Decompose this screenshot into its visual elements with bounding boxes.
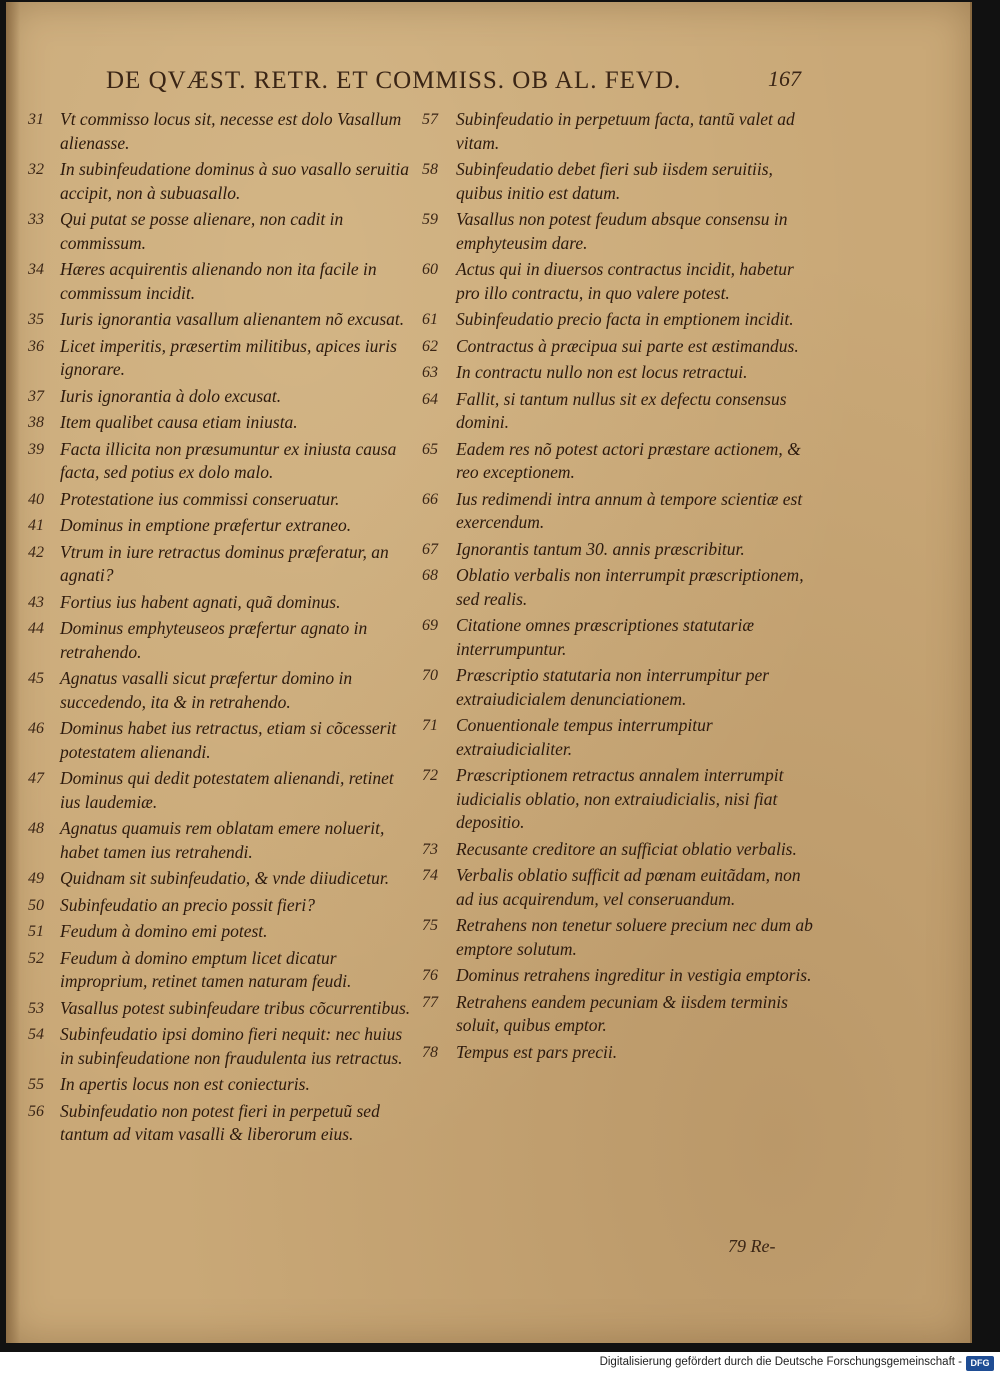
index-entry (28, 717, 416, 764)
entry-number: 78 (422, 1043, 438, 1061)
entry-number: 56 (28, 1102, 44, 1120)
entry-text: Ius redimendi intra annum à tempore scientiæ est exercendum. (456, 488, 803, 532)
dfg-logo: DFG (966, 1356, 994, 1371)
entry-text: Hæres acquirentis alienando non ita facile in commissum incidit. (60, 259, 377, 303)
entry-number: 69 (422, 617, 438, 634)
index-entry (28, 541, 416, 588)
index-entry (28, 591, 416, 615)
index-entry (28, 617, 416, 664)
entry-number: 52 (28, 949, 44, 967)
entry-number: 73 (422, 840, 438, 858)
entry-text: Subinfeudatio debet fieri sub iisdem seruitiis, quibus initio est datum. (456, 159, 773, 203)
index-entry (422, 158, 814, 205)
entry-number: 32 (28, 161, 44, 178)
entry-text: Feudum à domino emptum licet dicatur improprium, retinet tamen naturam feudi. (60, 947, 352, 991)
entry-number: 61 (422, 311, 438, 328)
index-entry (28, 411, 416, 435)
index-entry (28, 947, 416, 994)
index-entry (28, 308, 416, 332)
running-header: DE QVÆST. RETR. ET COMMISS. OB AL. FEVD. (106, 67, 682, 94)
index-entry (28, 1023, 416, 1070)
entry-number: 65 (422, 440, 438, 458)
index-entry (422, 764, 814, 835)
index-entry (422, 664, 814, 711)
index-entry (422, 564, 814, 611)
entry-text: Qui putat se posse alienare, non cadit in commissum. (60, 209, 344, 253)
entry-number: 75 (422, 917, 438, 934)
entry-text: Dominus emphyteuseos præfertur agnato in retrahendo. (60, 618, 368, 662)
entry-number: 55 (28, 1076, 44, 1093)
entry-text: Vtrum in iure retractus dominus præferatur, an agnati? (60, 541, 389, 585)
entry-text: Subinfeudatio precio facta in emptionem incidit. (456, 309, 794, 329)
page-number: 167 (768, 66, 801, 91)
entry-text: Dominus in emptione præfertur extraneo. (60, 515, 352, 535)
entry-text: Subinfeudatio an precio possit fieri? (60, 894, 316, 915)
entry-number: 45 (28, 670, 44, 687)
entry-text: Facta illicita non præsumuntur ex iniusta causa facta, sed potius ex dolo malo. (60, 438, 397, 482)
entry-text: Ignorantis tantum 30. annis præscribitur. (456, 538, 745, 559)
index-entry (28, 488, 416, 512)
entry-number: 63 (422, 364, 438, 381)
index-entry (422, 335, 814, 359)
index-entry (422, 838, 814, 862)
entry-number: 74 (422, 867, 438, 884)
entry-text: Tempus est pars precii. (456, 1041, 618, 1062)
index-entry (28, 258, 416, 305)
footer-bar (0, 1352, 1000, 1376)
entry-number: 31 (28, 111, 44, 128)
index-entry (28, 997, 416, 1021)
entry-number: 71 (422, 717, 438, 734)
entry-text: Subinfeudatio in perpetuum facta, tantũ valet ad vitam. (456, 109, 795, 153)
entry-text: Citatione omnes præscriptiones statutariæ interrumpuntur. (456, 615, 755, 659)
entry-text: In apertis locus non est coniecturis. (60, 1074, 310, 1094)
index-entry (422, 438, 814, 485)
entry-text: Fortius ius habent agnati, quã dominus. (60, 591, 341, 612)
entry-text: Quidnam sit subinfeudatio, & vnde diiudicetur. (60, 868, 390, 888)
entry-text: Subinfeudatio non potest fieri in perpetuũ sed tantum ad vitam vasalli & liberorum eius. (60, 1100, 380, 1144)
entry-text: Dominus retrahens ingreditur in vestigia emptoris. (456, 965, 812, 985)
entry-number: 38 (28, 414, 44, 431)
entry-number: 60 (422, 261, 438, 278)
entry-number: 44 (28, 620, 44, 637)
index-entry (28, 867, 416, 891)
entry-text: Iuris ignorantia à dolo excusat. (60, 385, 282, 406)
entry-number: 36 (28, 337, 44, 355)
entry-number: 40 (28, 490, 44, 508)
entry-number: 51 (28, 923, 44, 940)
entry-text: Subinfeudatio ipsi domino fieri nequit: nec huius in subinfeudatione non fraudulenta ius retractus. (60, 1024, 403, 1068)
index-entry (28, 208, 416, 255)
index-entry (28, 335, 416, 382)
entry-number: 46 (28, 720, 44, 737)
right-column-index (422, 108, 814, 1067)
index-entry (28, 920, 416, 944)
entry-text: Præscriptionem retractus annalem interrumpit iudicialis oblatio, non extraiudicialis, nisi fiat depositio. (456, 765, 784, 832)
index-entry (28, 894, 416, 918)
index-entry (28, 158, 416, 205)
entry-number: 64 (422, 390, 438, 408)
entry-number: 76 (422, 967, 438, 984)
index-entry (28, 667, 416, 714)
entry-number: 50 (28, 896, 44, 914)
index-entry (422, 361, 814, 385)
index-entry (422, 964, 814, 988)
index-entry (28, 438, 416, 485)
index-entry (422, 538, 814, 562)
entry-text: Vasallus non potest feudum absque consensu in emphyteusim dare. (456, 209, 788, 253)
entry-number: 48 (28, 820, 44, 837)
index-entry (28, 817, 416, 864)
entry-text: Agnatus quamuis rem oblatam emere noluerit, habet tamen ius retrahendi. (60, 818, 385, 862)
entry-text: Præscriptio statutaria non interrumpitur per extraiudicialem denunciationem. (456, 665, 770, 709)
index-entry (28, 767, 416, 814)
footer-credit: Digitalisierung gefördert durch die Deutsche Forschungsgemeinschaft - (599, 1356, 962, 1368)
entry-text: In subinfeudatione dominus à suo vasallo seruitia accipit, non à subuasallo. (60, 159, 410, 203)
entry-text: Recusante creditore an sufficiat oblatio verbalis. (456, 838, 797, 859)
entry-text: Protestatione ius commissi conseruatur. (60, 488, 340, 509)
entry-number: 34 (28, 261, 44, 278)
index-entry (422, 208, 814, 255)
index-entry (422, 1041, 814, 1065)
entry-text: Retrahens non tenetur soluere precium nec dum ab emptore solutum. (456, 915, 813, 959)
entry-number: 57 (422, 111, 438, 128)
entry-number: 49 (28, 870, 44, 887)
index-entry (422, 714, 814, 761)
entry-text: In contractu nullo non est locus retractui. (456, 362, 748, 382)
entry-number: 53 (28, 999, 44, 1017)
entry-number: 37 (28, 387, 44, 405)
entry-text: Agnatus vasalli sicut præfertur domino in succedendo, ita & in retrahendo. (60, 668, 353, 712)
index-entry (422, 488, 814, 535)
index-entry (422, 991, 814, 1038)
catchword: 79 Re- (728, 1236, 776, 1256)
entry-text: Contractus à præcipua sui parte est æstimandus. (456, 335, 799, 356)
index-entry (28, 1100, 416, 1147)
entry-number: 35 (28, 311, 44, 328)
page-spine-shadow (6, 2, 20, 1343)
entry-number: 67 (422, 540, 438, 558)
entry-number: 41 (28, 517, 44, 534)
entry-text: Dominus habet ius retractus, etiam si cõcesserit potestatem alienandi. (60, 718, 397, 762)
index-entry (422, 614, 814, 661)
entry-number: 62 (422, 337, 438, 355)
entry-number: 42 (28, 543, 44, 561)
index-entry (28, 385, 416, 409)
index-entry (28, 108, 416, 155)
entry-text: Fallit, si tantum nullus sit ex defectu consensus domini. (456, 388, 787, 432)
entry-number: 68 (422, 567, 438, 584)
entry-text: Licet imperitis, præsertim militibus, apices iuris ignorare. (60, 335, 397, 379)
entry-number: 66 (422, 490, 438, 508)
index-entry (422, 258, 814, 305)
entry-text: Eadem res nõ potest actori præstare actionem, & reo exceptionem. (456, 438, 801, 482)
index-entry (28, 1073, 416, 1097)
left-column-index (28, 108, 416, 1150)
index-entry (422, 108, 814, 155)
entry-number: 72 (422, 767, 438, 784)
entry-number: 43 (28, 593, 44, 611)
entry-text: Vt commisso locus sit, necesse est dolo Vasallum alienasse. (60, 109, 402, 153)
entry-text: Retrahens eandem pecuniam & iisdem terminis soluit, quibus emptor. (456, 991, 788, 1035)
entry-text: Iuris ignorantia vasallum alienantem nõ excusat. (60, 309, 405, 329)
index-entry (422, 388, 814, 435)
entry-text: Conuentionale tempus interrumpitur extraiudicialiter. (456, 715, 713, 759)
entry-number: 58 (422, 161, 438, 178)
entry-number: 70 (422, 667, 438, 684)
entry-text: Item qualibet causa etiam iniusta. (60, 412, 298, 432)
entry-number: 77 (422, 993, 438, 1011)
entry-number: 47 (28, 770, 44, 787)
entry-number: 39 (28, 440, 44, 458)
index-entry (422, 308, 814, 332)
entry-text: Actus qui in diuersos contractus incidit, habetur pro illo contractu, in quo valere potest. (456, 259, 794, 303)
entry-text: Feudum à domino emi potest. (60, 921, 268, 941)
entry-number: 59 (422, 211, 438, 228)
entry-text: Vasallus potest subinfeudare tribus cõcurrentibus. (60, 997, 411, 1018)
entry-text: Oblatio verbalis non interrumpit præscriptionem, sed realis. (456, 565, 804, 609)
index-entry (422, 914, 814, 961)
entry-text: Verbalis oblatio sufficit ad pœnam euitãdam, non ad ius acquirendum, vel conseruandum. (456, 865, 801, 909)
entry-number: 33 (28, 211, 44, 228)
entry-number: 54 (28, 1026, 44, 1043)
index-entry (28, 514, 416, 538)
entry-text: Dominus qui dedit potestatem alienandi, retinet ius laudemiæ. (60, 768, 394, 812)
index-entry (422, 864, 814, 911)
